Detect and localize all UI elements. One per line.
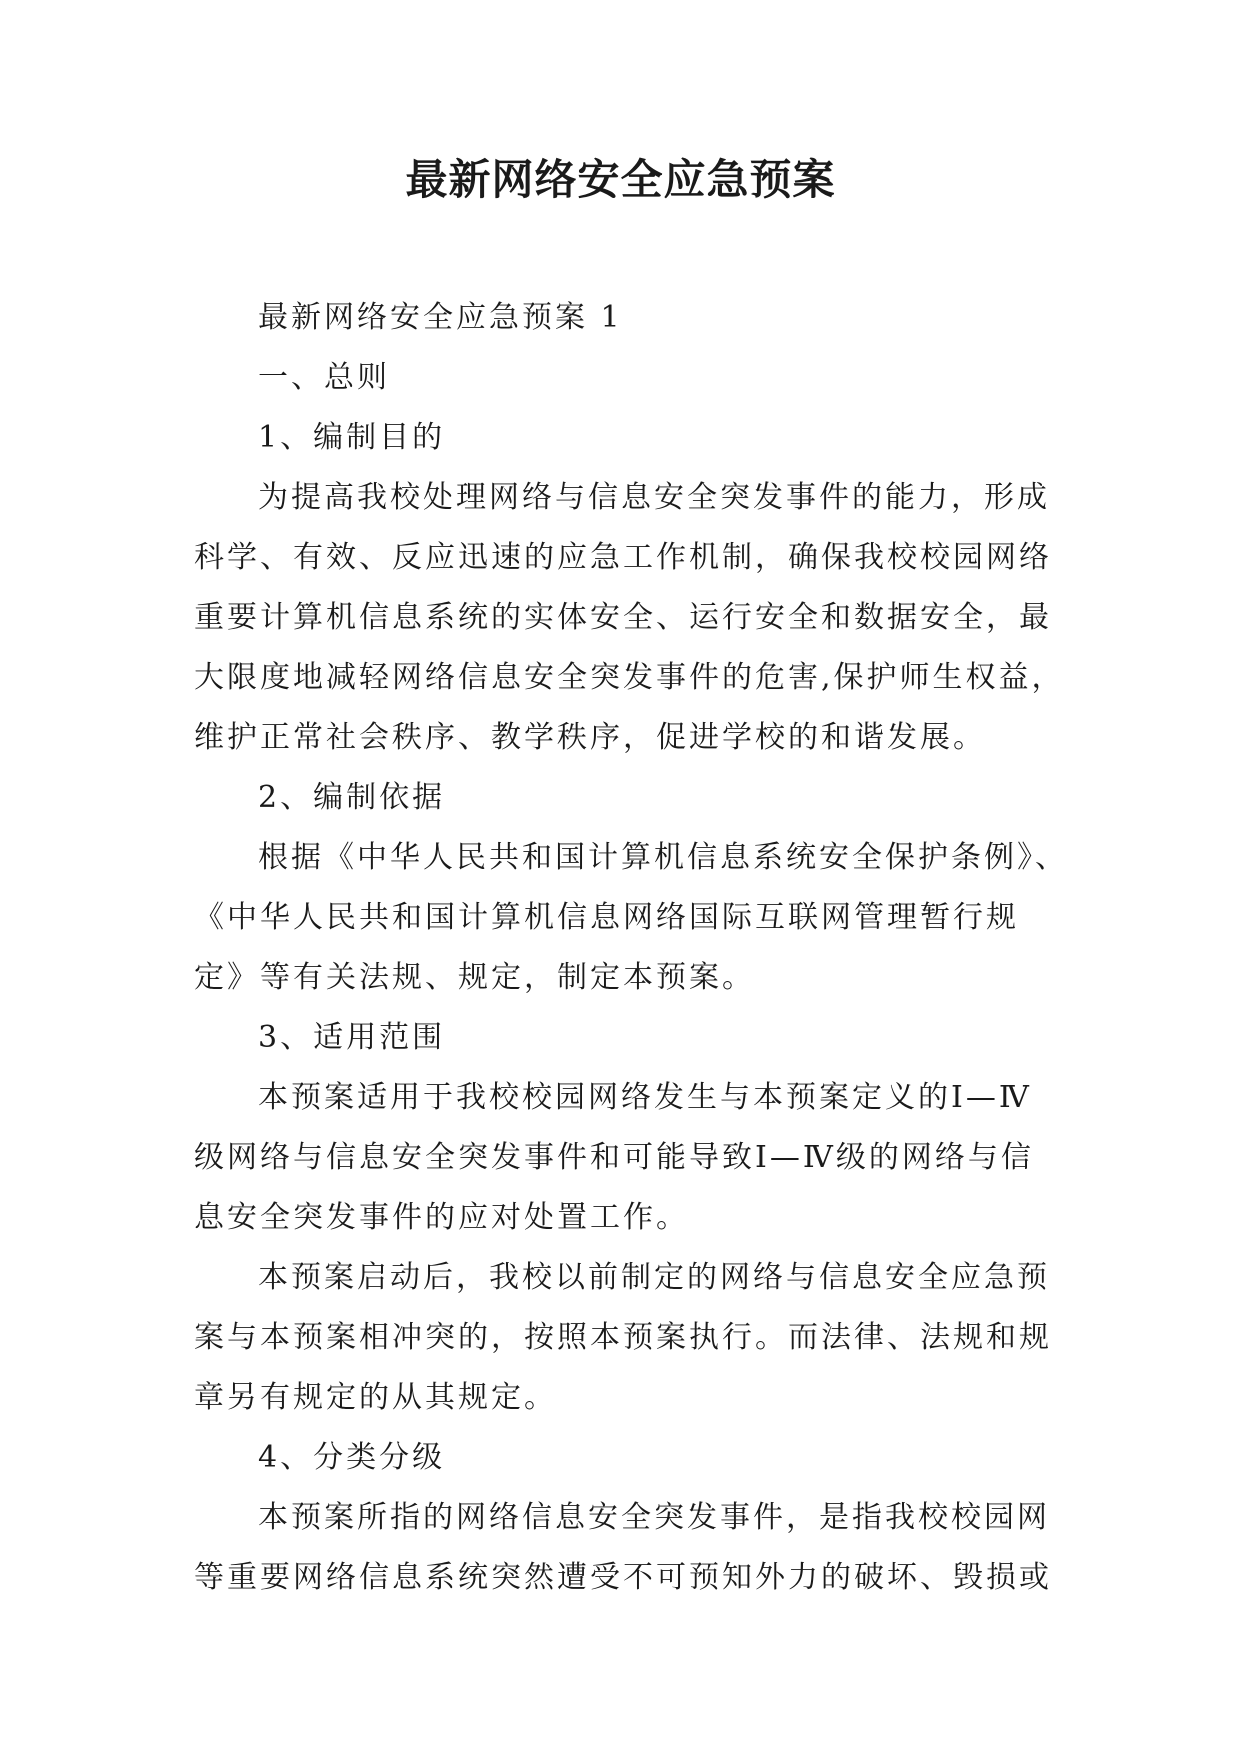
text-line: 本预案启动后，我校以前制定的网络与信息安全应急预 (258, 1260, 1050, 1295)
text-line: 息安全突发事件的应对处置工作。 (194, 1200, 689, 1235)
text-line: 重要计算机信息系统的实体安全、运行安全和数据安全，最 (194, 600, 1052, 635)
text-line: 大限度地减轻网络信息安全突发事件的危害,保护师生权益， (194, 660, 1065, 695)
text-line: 根据《中华人民共和国计算机信息系统安全保护条例》、 (258, 840, 1068, 875)
text-line: 3、适用范围 (258, 1020, 446, 1055)
page-title: 最新网络安全应急预案 (405, 155, 836, 204)
text-line: 科学、有效、反应迅速的应急工作机制，确保我校校园网络 (194, 540, 1052, 575)
text-line: 最新网络安全应急预案 1 (258, 300, 623, 335)
text-line: 本预案所指的网络信息安全突发事件，是指我校校园网 (258, 1500, 1050, 1535)
text-line: 章另有规定的从其规定。 (194, 1380, 557, 1415)
text-line: 1、编制目的 (258, 420, 446, 455)
text-line: 《中华人民共和国计算机信息网络国际互联网管理暂行规 (194, 900, 1019, 935)
text-line: 为提高我校处理网络与信息安全突发事件的能力，形成 (258, 480, 1050, 515)
text-line: 定》等有关法规、规定，制定本预案。 (194, 960, 755, 995)
text-line: 4、分类分级 (258, 1440, 446, 1475)
text-line: 级网络与信息安全突发事件和可能导致Ⅰ—Ⅳ级的网络与信 (194, 1140, 1034, 1175)
document-body (192, 288, 1072, 1608)
text-line: 案与本预案相冲突的，按照本预案执行。而法律、法规和规 (194, 1320, 1052, 1355)
text-line: 本预案适用于我校校园网络发生与本预案定义的Ⅰ—Ⅳ (258, 1080, 1032, 1115)
text-line: 2、编制依据 (258, 780, 446, 815)
text-line: 一、总则 (258, 360, 390, 395)
text-line: 等重要网络信息系统突然遭受不可预知外力的破坏、毁损或 (194, 1560, 1052, 1595)
text-line: 维护正常社会秩序、教学秩序，促进学校的和谐发展。 (194, 720, 986, 755)
